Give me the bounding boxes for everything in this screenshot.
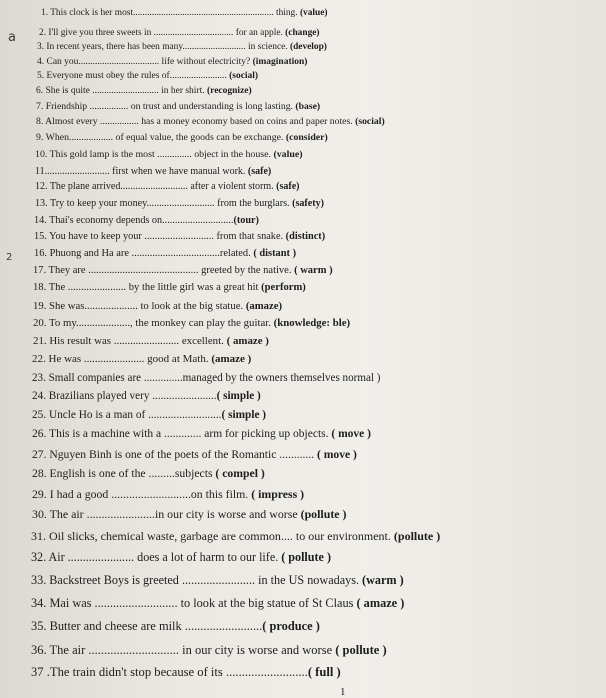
- exercise-item: 2. I'll give you three sweets in .................................. for an apple. (change): [39, 28, 320, 38]
- hint-word: (value): [299, 8, 328, 18]
- exercise-item: 16. Phuong and Ha are ..................................related. ( distant ): [34, 248, 297, 259]
- hint-word: (value): [273, 149, 303, 160]
- hint-word: ( move ): [331, 428, 371, 440]
- page-number: 1: [340, 686, 346, 698]
- exercise-item: 34. Mai was ........................... to look at the big statue of St Claus ( amaze ): [31, 596, 405, 610]
- hint-word: ( amaze ): [226, 335, 269, 347]
- hint-word: (safe): [247, 166, 272, 177]
- hint-word: ( produce ): [262, 619, 320, 633]
- exercise-item: 10. This gold lamp is the most .............. object in the house. (value): [35, 149, 303, 160]
- hint-word: (social): [229, 71, 259, 81]
- hint-word: (pollute ): [300, 507, 347, 521]
- exercise-item: 20. To my...................., the monkey can play the guitar. (knowledge: ble): [33, 317, 351, 329]
- exercise-item: 24. Brazilians played very .......................( simple ): [32, 390, 261, 402]
- exercise-item: 11.......................... first when we have manual work. (safe): [35, 166, 272, 177]
- hint-word: ( move ): [316, 448, 357, 461]
- hint-word: (tour): [233, 215, 259, 226]
- exercise-item: 4. Can you.................................. life without electricity? (imagination): [37, 57, 308, 67]
- exercise-item: 12. The plane arrived........................... after a violent storm. (safe): [35, 181, 300, 192]
- exercise-item: 31. Oil slicks, chemical waste, garbage are common.... to our environment. (pollute ): [31, 529, 441, 543]
- hint-word: (warm ): [362, 573, 404, 587]
- exercise-item: 22. He was ...................... good at Math. (amaze ): [32, 353, 252, 365]
- exercise-item: 21. His result was ........................ excellent. ( amaze ): [33, 335, 269, 347]
- hint-word: (base): [295, 101, 321, 112]
- exercise-item: 9. When.................. of equal value, the goods can be exchange. (consider): [36, 132, 328, 143]
- exercise-item: 17. They are .......................................... greeted by the native. ( warm ): [33, 265, 333, 276]
- exercise-item: 29. I had a good ...........................on this film. ( impress ): [32, 487, 305, 501]
- exercise-item: 18. The ...................... by the little girl was a great hit (perform): [33, 282, 306, 293]
- hint-word: (develop): [289, 42, 327, 52]
- hint-word: (pollute ): [393, 529, 441, 543]
- hint-word: ( distant ): [253, 248, 297, 259]
- exercise-item: 35. Butter and cheese are milk .........................( produce ): [31, 619, 320, 633]
- hint-word: ( compel ): [215, 467, 265, 480]
- hint-word: ( simple ): [216, 390, 261, 402]
- exercise-item: 27. Nguyen Binh is one of the poets of the Romantic ............ ( move ): [32, 448, 357, 461]
- hint-word: (imagination): [252, 57, 308, 67]
- exercise-item: 5. Everyone must obey the rules of........................ (social): [37, 71, 259, 81]
- exercise-item: 32. Air ...................... does a lot of harm to our life. ( pollute ): [31, 550, 331, 564]
- hint-word: (social): [355, 116, 385, 127]
- margin-note: a: [8, 30, 16, 45]
- exercise-item: 25. Uncle Ho is a man of ..........................( simple ): [32, 409, 267, 421]
- hint-word: (safety): [292, 198, 325, 209]
- hint-word: ( warm ): [294, 265, 333, 276]
- exercise-item: 23. Small companies are ..............managed by the owners themselves normal ): [32, 372, 381, 384]
- margin-note: 2: [6, 252, 13, 263]
- exercise-item: 13. Try to keep your money........................... from the burglars. (safety): [35, 198, 325, 209]
- exercise-item: 14. Thai's economy depends on............................(tour): [34, 215, 259, 226]
- hint-word: ( pollute ): [281, 550, 331, 564]
- exercise-item: 26. This is a machine with a ............. arm for picking up objects. ( move ): [32, 428, 371, 440]
- hint-word: ( full ): [307, 665, 341, 679]
- exercise-item: 1. This clock is her most............................................................ thing. (value): [41, 8, 328, 18]
- hint-word: (distinct): [285, 231, 326, 242]
- exercise-item: 36. The air ............................. in our city is worse and worse ( pollute ): [31, 643, 387, 657]
- hint-word: (consider): [285, 132, 328, 143]
- exercise-item: 6. She is quite ............................ in her shirt. (recognize): [36, 86, 252, 96]
- exercise-item: 7. Friendship ................ on trust and understanding is long lasting. (base): [36, 101, 321, 112]
- hint-word: (recognize): [207, 86, 252, 96]
- hint-word: (amaze): [245, 300, 283, 312]
- hint-word: (safe): [276, 181, 300, 192]
- hint-word: (knowledge: ble): [273, 317, 351, 329]
- hint-word: (perform): [261, 282, 306, 293]
- hint-word: ( simple ): [221, 409, 267, 421]
- hint-word: (amaze ): [211, 353, 252, 365]
- exercise-item: 28. English is one of the .........subjects ( compel ): [32, 467, 265, 480]
- exercise-item: 37 .The train didn't stop because of its ..........................( full ): [31, 665, 341, 679]
- exercise-item: 19. She was.................... to look at the big statue. (amaze): [33, 300, 283, 312]
- hint-word: ( pollute ): [335, 643, 387, 657]
- exercise-item: 30. The air .......................in our city is worse and worse (pollute ): [32, 507, 347, 521]
- exercise-item: 8. Almost every ................ has a money economy based on coins and paper notes. (social): [36, 116, 385, 127]
- hint-word: ( impress ): [251, 487, 305, 501]
- exercise-item: 3. In recent years, there has been many........................... in science. (develop): [37, 42, 327, 52]
- exercise-item: 33. Backstreet Boys is greeted ........................ in the US nowadays. (warm ): [31, 573, 404, 587]
- hint-word: ( amaze ): [356, 596, 405, 610]
- exercise-item: 15. You have to keep your ........................... from that snake. (distinct): [34, 231, 326, 242]
- hint-word: (change): [285, 28, 320, 38]
